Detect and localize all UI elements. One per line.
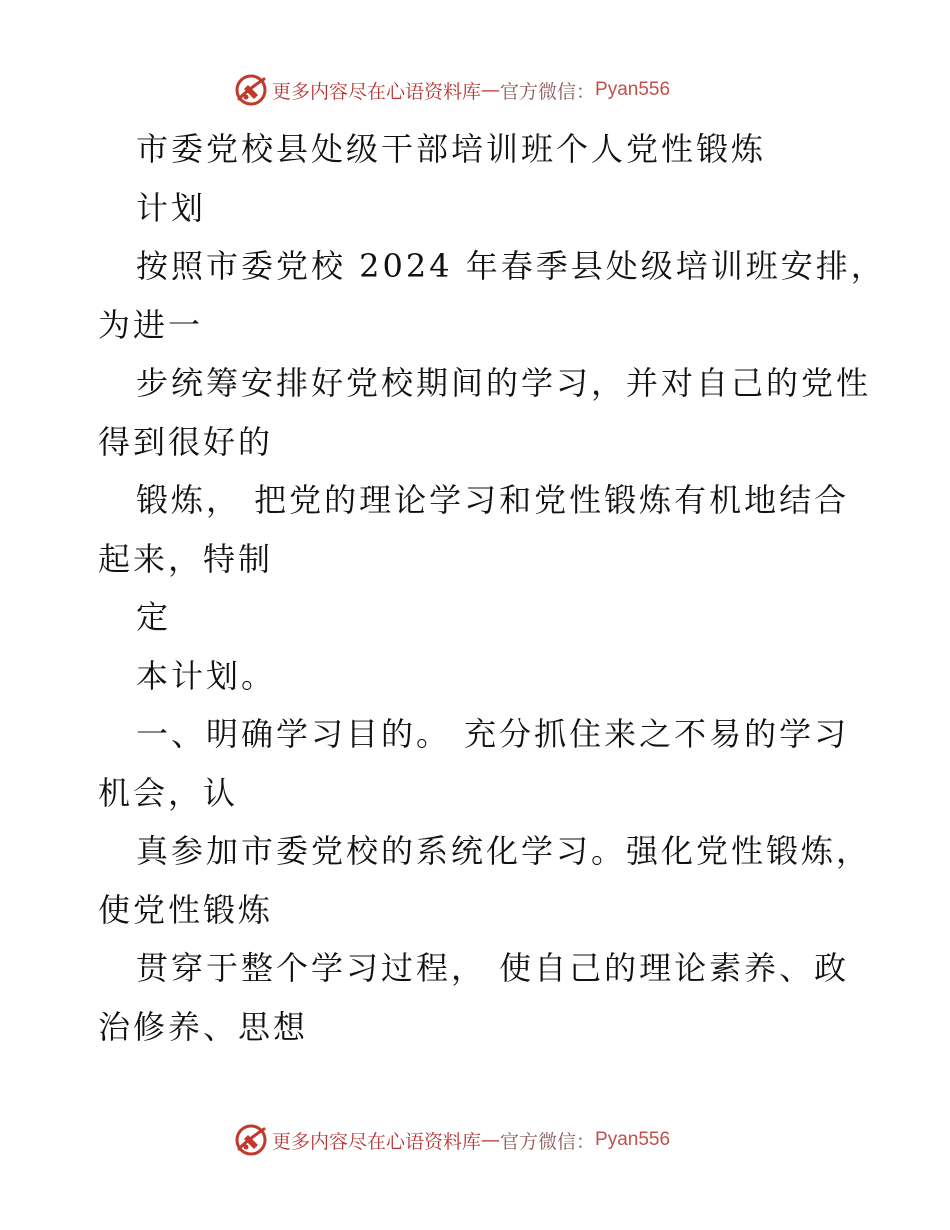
text-line: 使党性锻炼	[98, 890, 274, 929]
text-line: 为进一	[98, 305, 204, 344]
document-body	[98, 120, 886, 1056]
pen-logo-icon	[234, 73, 268, 107]
text-line: 计划	[136, 188, 207, 227]
text-line: 起来，特制	[98, 539, 274, 578]
text-line: 真参加市委党校的系统化学习。强化党性锻炼，	[136, 832, 872, 870]
watermark-text: 更多内容尽在心语资料库	[272, 1130, 482, 1153]
text-line: 锻炼， 把党的理论学习和党性锻炼有机地结合	[136, 481, 850, 519]
text-line: 市委党校县处级干部培训班个人党性锻炼	[136, 130, 767, 168]
header-watermark	[234, 72, 670, 108]
text-line: 得到很好的	[98, 422, 274, 461]
text-line: 治修养、思想	[98, 1007, 309, 1046]
text-line: 按照市委党校 2024 年春季县处级培训班安排，	[136, 247, 886, 285]
footer-watermark	[234, 1122, 670, 1158]
watermark-text: 更多内容尽在心语资料库	[272, 80, 482, 103]
watermark-wechat-id: Pyan556	[595, 1129, 671, 1150]
text-line: 贯穿于整个学习过程， 使自己的理论素养、政	[136, 949, 850, 987]
watermark-wechat-id: Pyan556	[595, 79, 671, 100]
watermark-dash: —	[481, 1129, 501, 1151]
text-line: 本计划。	[136, 656, 277, 695]
watermark-wechat-label: 官方微信：	[500, 80, 596, 103]
text-line: 步统筹安排好党校期间的学习，并对自己的党性	[136, 364, 872, 402]
pen-logo-icon	[234, 1123, 268, 1157]
watermark-wechat-label: 官方微信：	[500, 1130, 596, 1153]
text-line: 定	[136, 598, 172, 636]
text-line: 机会，认	[98, 773, 239, 812]
watermark-dash: —	[481, 79, 501, 101]
text-line: 一、明确学习目的。 充分抓住来之不易的学习	[136, 715, 850, 753]
